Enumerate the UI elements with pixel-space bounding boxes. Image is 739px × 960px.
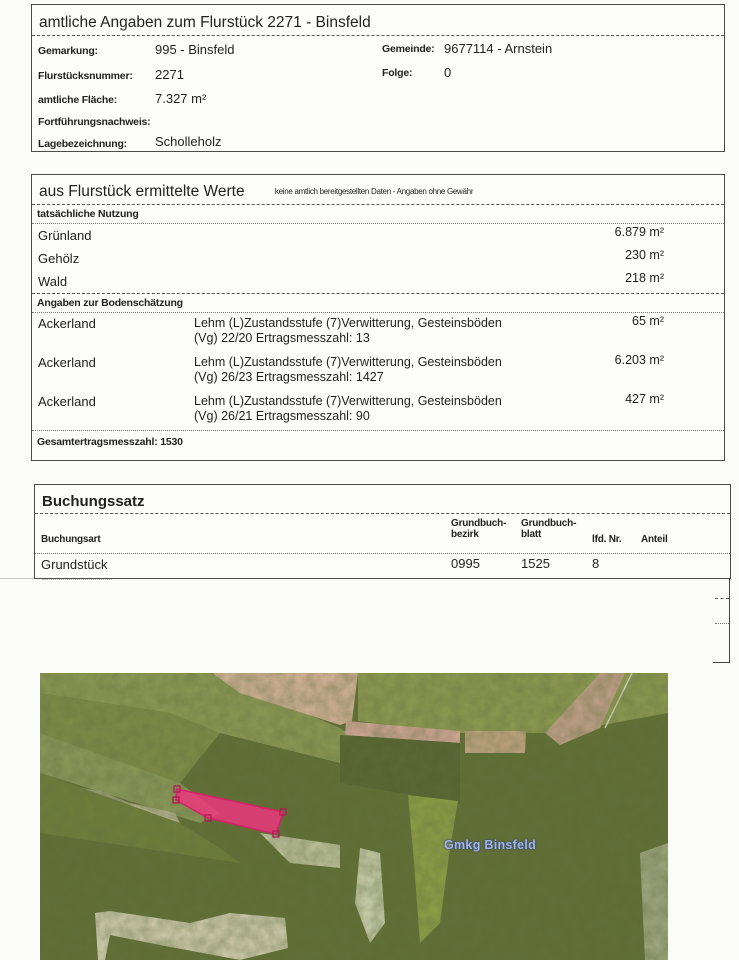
blatt-value: 1525 (521, 556, 550, 571)
lage-label: Lagebezeichnung: (38, 138, 127, 150)
col-lfd-nr: lfd. Nr. (592, 534, 622, 545)
boden-row (32, 313, 724, 352)
gemeinde-label: Gemeinde: (382, 43, 435, 55)
buchung-table-header (35, 514, 730, 553)
col-grundbuchbezirk-line1: Grundbuch- (451, 518, 507, 529)
nutzung-row (32, 270, 724, 293)
gemarkung-value: 995 - Binsfeld (155, 42, 235, 57)
amtliche-angaben-panel (31, 4, 725, 152)
buchung-row (35, 554, 730, 576)
ermittelte-werte-header (32, 175, 724, 204)
scan-artifact-line (0, 578, 34, 579)
fortfuehrung-label: Fortführungsnachweis: (38, 116, 151, 128)
aerial-map[interactable] (40, 673, 668, 960)
boden-desc-line: (Vg) 26/21 Ertragsmesszahl: 90 (194, 409, 370, 423)
scan-artifact-frame (729, 578, 730, 662)
flurstuecksnummer-label: Flurstücksnummer: (38, 70, 133, 82)
buchungsart-value: Grundstück (41, 557, 108, 572)
col-grundbuchblatt-line2: blatt (521, 529, 542, 540)
boden-list (32, 313, 724, 430)
boden-name: Ackerland (38, 394, 96, 409)
lfd-value: 8 (592, 556, 600, 571)
boden-desc-line: Lehm (L)Zustandsstufe (7)Verwitterung, Gesteinsböden (194, 316, 502, 330)
buchungssatz-panel (34, 484, 731, 579)
nutzung-area: 230 m² (625, 248, 664, 262)
boden-row (32, 352, 724, 391)
nutzung-area: 6.879 m² (614, 225, 664, 239)
folge-value: 0 (444, 65, 452, 80)
aerial-imagery (40, 673, 668, 960)
disclaimer-text: keine amtlich bereitgestellten Daten - Angaben ohne Gewähr (274, 187, 474, 196)
scan-artifact-line (715, 598, 729, 599)
gemeinde-value: 9677114 - Arnstein (444, 41, 553, 56)
col-grundbuchbezirk-line2: bezirk (451, 529, 479, 540)
flaeche-value: 7.327 m² (155, 91, 207, 106)
boden-row (32, 391, 724, 430)
boden-description (194, 394, 574, 424)
bezirk-value: 0995 (451, 556, 480, 571)
boden-desc-line: (Vg) 26/23 Ertragsmesszahl: 1427 (194, 370, 384, 384)
boden-desc-line: Lehm (L)Zustandsstufe (7)Verwitterung, Gesteinsböden (194, 355, 502, 369)
nutzung-header: tatsächliche Nutzung (37, 208, 139, 220)
scan-artifact-line (715, 623, 729, 624)
gesamtertragsmesszahl: Gesamtertragsmesszahl: 1530 (37, 436, 183, 448)
flaeche-label: amtliche Fläche: (38, 94, 118, 106)
nutzung-name: Wald (38, 274, 68, 289)
nutzung-row (32, 224, 724, 247)
nutzung-name: Grünland (38, 228, 92, 243)
boden-header: Angaben zur Bodenschätzung (37, 297, 183, 309)
boden-description (194, 316, 574, 346)
boden-desc-line: Lehm (L)Zustandsstufe (7)Verwitterung, Gesteinsböden (194, 394, 502, 408)
texture-overlay (40, 673, 668, 960)
boden-name: Ackerland (38, 316, 96, 331)
col-grundbuchblatt-line1: Grundbuch- (521, 518, 577, 529)
gemarkung-map-label: Gmkg Binsfeld (444, 838, 537, 852)
scan-artifact-frame (713, 662, 730, 663)
flurstuecksnummer-value: 2271 (155, 67, 184, 82)
nutzung-area: 218 m² (625, 271, 664, 285)
ermittelte-werte-panel (31, 174, 725, 461)
boden-area: 6.203 m² (614, 353, 664, 367)
gemarkung-label: Gemarkung: (38, 45, 98, 57)
boden-area: 427 m² (625, 392, 664, 406)
folge-label: Folge: (382, 67, 413, 79)
col-buchungsart: Buchungsart (41, 534, 101, 545)
ermittelte-werte-title: aus Flurstück ermittelte Werte (39, 183, 245, 200)
nutzung-row (32, 247, 724, 270)
nutzung-list (32, 224, 724, 293)
lage-value: Scholleholz (155, 134, 222, 149)
boden-description (194, 355, 574, 385)
amtliche-angaben-title: amtliche Angaben zum Flurstück 2271 - Binsfeld (39, 14, 371, 31)
boden-desc-line: (Vg) 22/20 Ertragsmesszahl: 13 (194, 331, 370, 345)
buchungssatz-title: Buchungssatz (42, 493, 145, 510)
nutzung-name: Gehölz (38, 251, 80, 266)
scan-artifact-line (42, 579, 112, 580)
boden-name: Ackerland (38, 355, 96, 370)
col-grundbuchbezirk (451, 518, 506, 540)
divider (32, 35, 724, 36)
col-anteil: Anteil (641, 534, 668, 545)
col-grundbuchblatt (521, 518, 576, 540)
boden-area: 65 m² (632, 314, 664, 328)
